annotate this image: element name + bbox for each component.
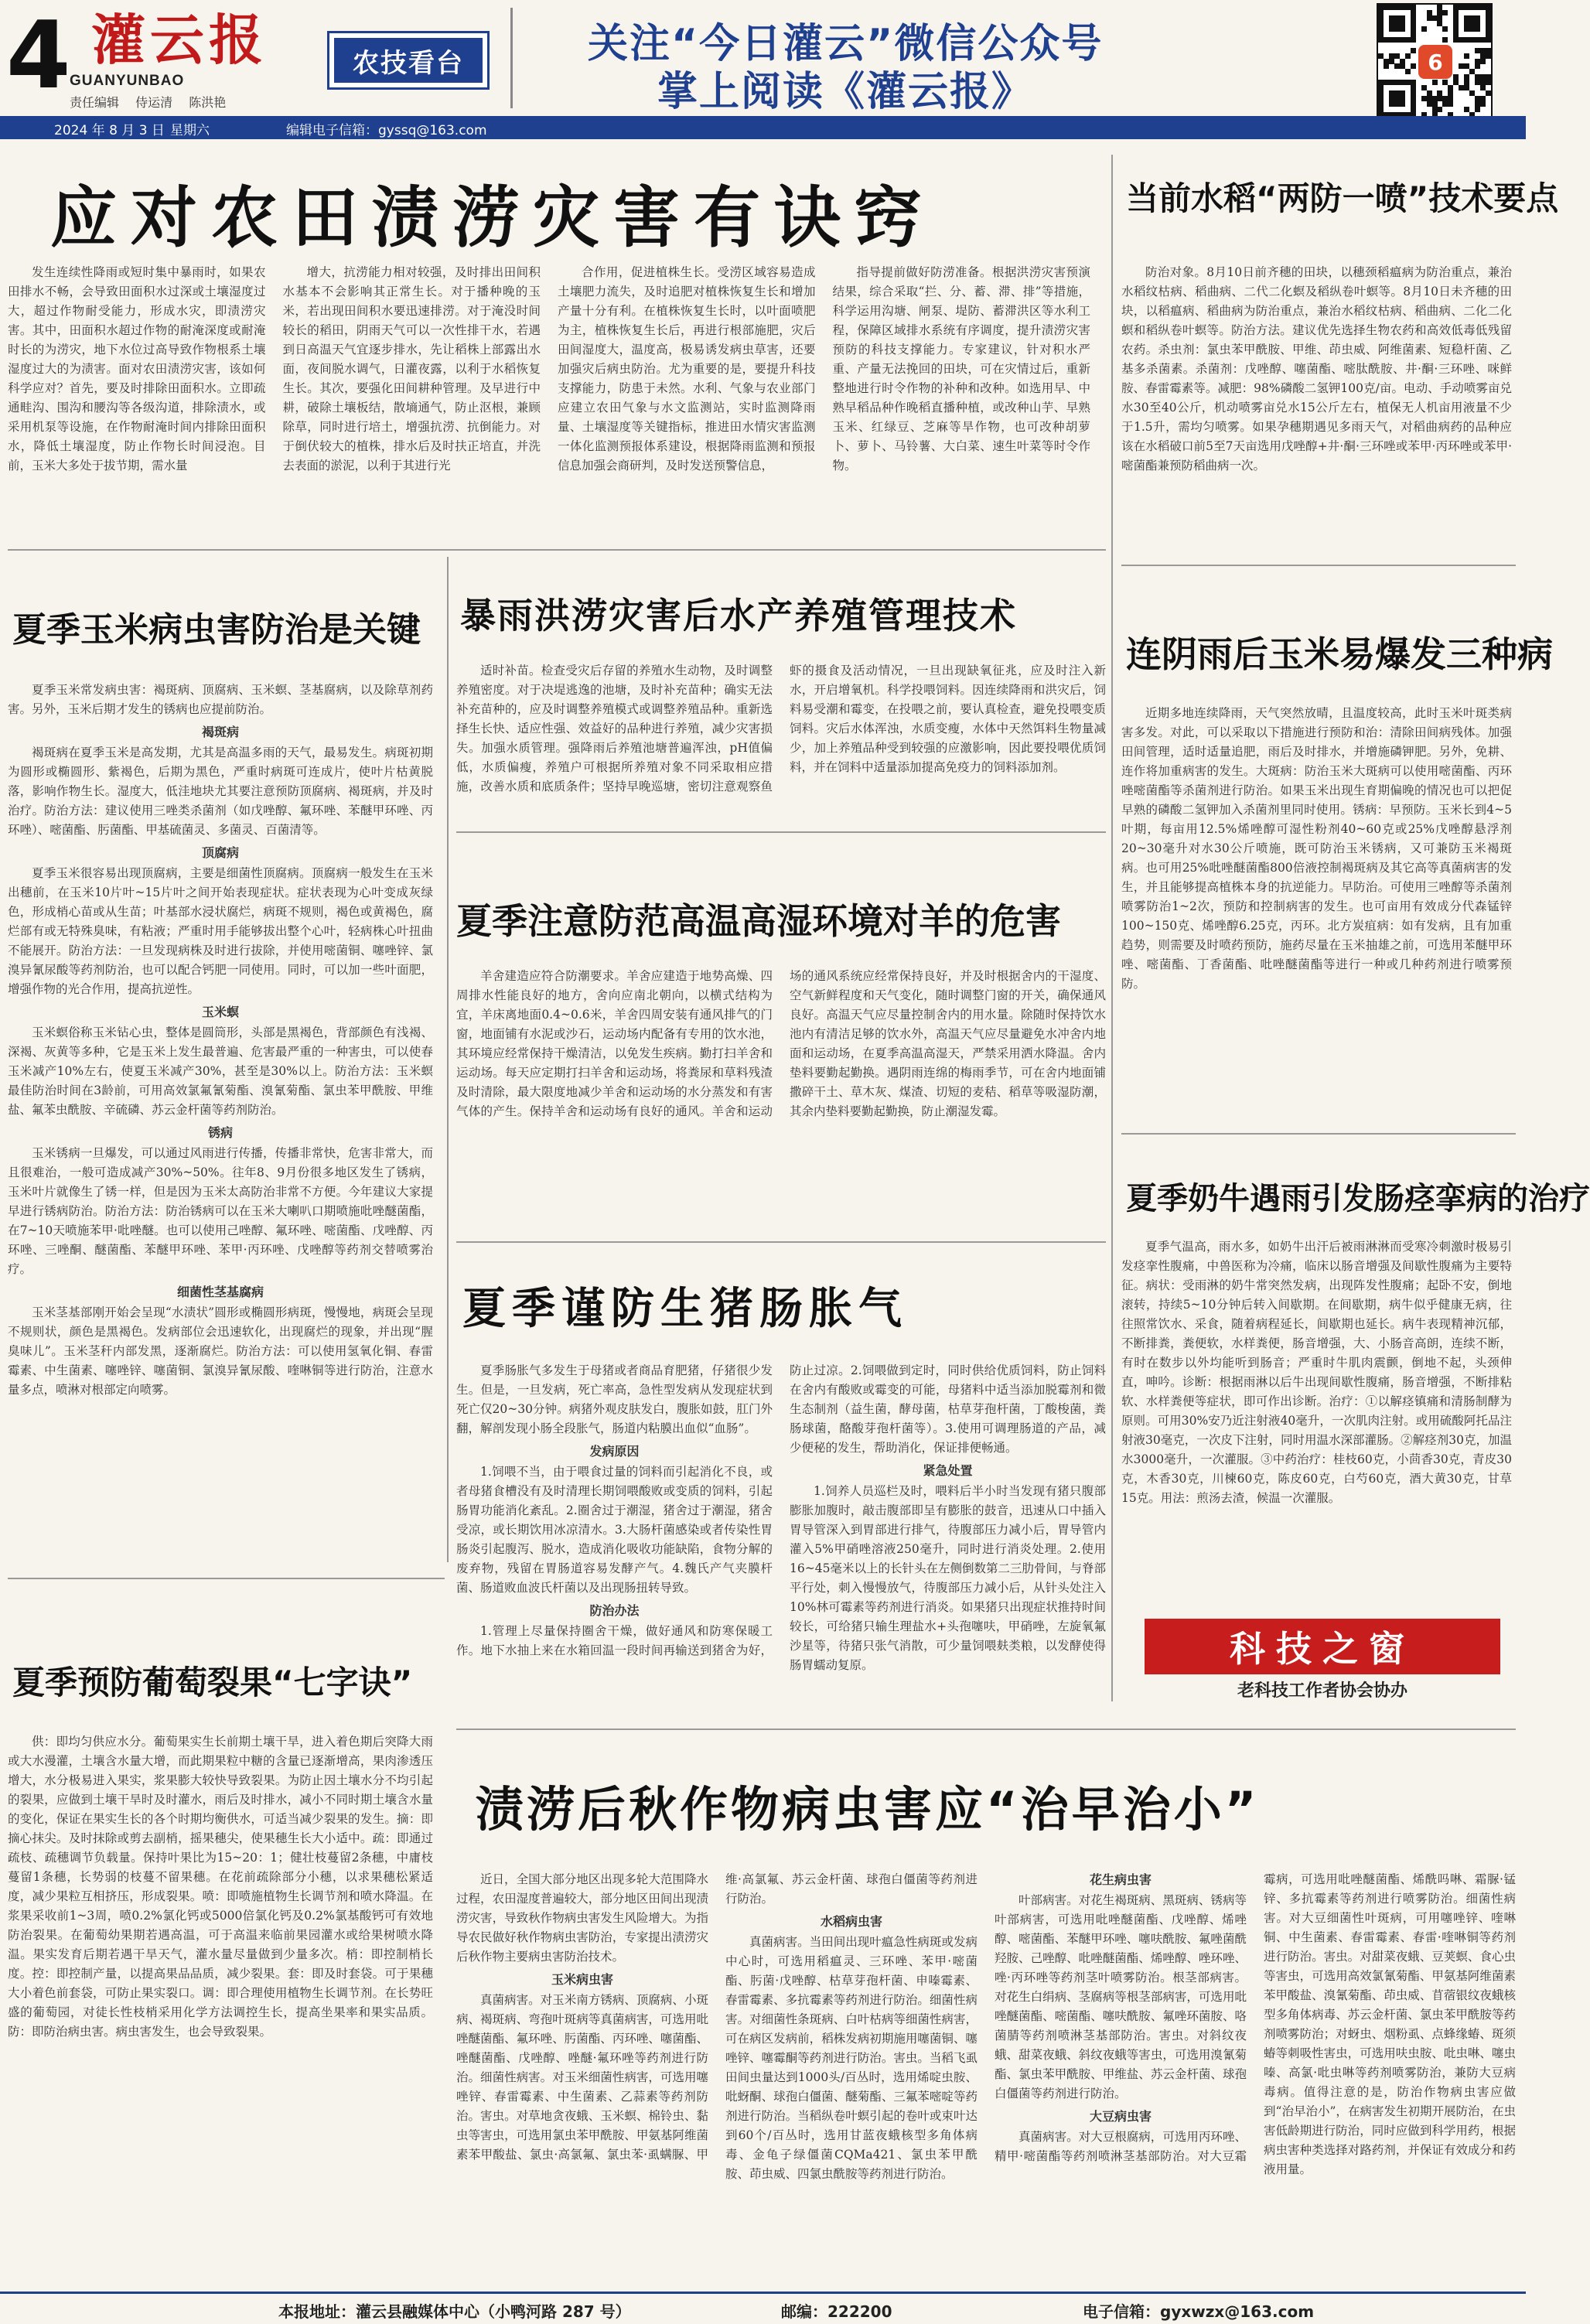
article-paragraph: 增大，抗涝能力相对较强，及时排出田间积水基本不会影响其正常生长。对于播种晚的玉米，若出现田间积水要迅速排涝。对于淹没时间较长的稻田，阴雨天气可以一次性排干水，若遇到日高温天气宜逐步排水，先让稻株上部露出水面，夜间脱水调气，日灌夜露，以利于水稻恢复生长。其次，要强化田间耕种管理。及早进行中耕，破除土壤板结，散墒通气，防止沤根，兼顾除草，同时进行培土，增强抗涝、抗倒能力。对于倒伏较大的植株，排水后及时扶正培直，并洗去表面的淤泥，以利于其进行光 xyxy=(282,265,541,473)
qr-module xyxy=(1459,37,1464,43)
subheading: 顶腐病 xyxy=(201,845,239,860)
qr-module xyxy=(1378,37,1384,43)
qr-module xyxy=(1405,5,1411,10)
qr-module xyxy=(1464,37,1469,43)
footer xyxy=(0,2292,1526,2324)
qr-module xyxy=(1400,21,1405,26)
subheading: 发病原因 xyxy=(589,1444,640,1459)
qr-module xyxy=(1475,5,1480,10)
qr-module xyxy=(1394,21,1400,26)
qr-module xyxy=(1394,101,1400,107)
section-divider xyxy=(456,831,1106,833)
qr-module xyxy=(1469,90,1475,96)
qr-module xyxy=(1459,5,1464,10)
qr-module xyxy=(1469,37,1475,43)
article-autumn-crops xyxy=(456,1732,1516,2285)
qr-module xyxy=(1389,21,1394,26)
qr-module xyxy=(1486,5,1491,10)
qr-module xyxy=(1432,101,1438,107)
qr-module xyxy=(1400,96,1405,101)
section-divider xyxy=(1121,1133,1516,1135)
article-body xyxy=(456,1870,1516,2280)
qr-module xyxy=(1453,37,1459,43)
article-headline: 当前水稻“两防一喷”技术要点 xyxy=(1126,179,1559,217)
qr-module xyxy=(1411,85,1416,90)
article-body xyxy=(456,967,1106,1222)
qr-module xyxy=(1378,101,1384,107)
article-paragraph: 玉米锈病一旦爆发，可以通过风雨进行传播，传播非常快，危害非常大，而且很难治，一般可造成减产30%~50%。往年8、9月份很多地区发生了锈病，玉米叶片就像生了锈一样，但是因为玉米太高防治非常不方便。今年建议大家提早进行锈病防治。防治方法：防治锈病可以在玉米大喇叭口期喷施吡唑醚菌酯，在7~10天喷施苯甲·吡唑醚。也可以使用己唑醇、氟环唑、嘧菌酯、戊唑醇、丙环唑、三唑酮、醚菌酯、苯醚甲环唑、苯甲·丙环唑、戊唑醇等药剂交替喷雾治疗。 xyxy=(8,1146,433,1276)
issue-date: 2024 年 8 月 3 日 xyxy=(54,123,165,138)
article-paragraph: 真菌病害。对大豆根腐病，可选用丙环唑、精甲·嘧菌酯等药剂喷淋茎基部防治。对大豆霜霉病，可选用吡唑醚菌酯、烯酰吗啉、霜脲·锰锌、多抗霉素等药剂进行喷雾防治。细菌性病害。对大豆细菌性叶斑病，可用噻唑锌、喹啉铜、中生菌素、春雷霉素、春雷·喹啉铜等药剂进行防治。害虫。对甜菜夜蛾、豆荚螟、食心虫等害虫，可选用高效氯氰菊酯、甲氨基阿维菌素苯甲酸盐、溴氰菊酯、茚虫威、苜蓿银纹夜蛾核型多角体病毒、苏云金杆菌、氯虫苯甲酰胺等药剂喷雾防治；对蚜虫、烟粉虱、点蜂缘蝽、斑须蝽等刺吸性害虫，可选用呋虫胺、吡虫啉、噻虫嗪、高氯·吡虫啉等药剂喷雾防治，兼防大豆病毒病。值得注意的是，防治作物病虫害应做到“治早治小”，在病害发生初期开展防治，在虫害低龄期进行防治，同时应做到科学用药，根据病虫害种类选择对路药剂，并保证有效成分和药液用量。 xyxy=(995,1872,1516,2176)
qr-module xyxy=(1469,26,1475,32)
article-paragraph: 夏季气温高，雨水多，如奶牛出汗后被雨淋淋而受寒冷刺激时极易引发痉挛性腹痛，中兽医称为冷痛，临床以肠音增强及间歇性腹痛为主要特征。病状：受雨淋的奶牛常突然发病，出现阵发性腹痛；起卧不安，倒地滚转，持续5~10分钟后转入间歇期。在间歇期，病牛似乎健康无病，往往照常饮水、采食，随着病程延长，间歇期也延长。病牛表现精神沉郁，不断排粪，粪便软，水样粪便，肠音增强，大、小肠音高朗，连续不断，有时在数步以外均能听到肠音；严重时牛肌肉震颤，倒地不起，头颈伸直，呻吟。诊断：根据雨淋以后牛出现间歇性腹痛，肠音增强，不断排粘软、水样粪便等症状，即可作出诊断。治疗：①以解痉镇痛和清肠制酵为原则。可用30%安乃近注射液40毫升，一次肌肉注射。或用硫酸阿托品注射液30毫克，一次皮下注射，同时用温水深部灌肠。②解痉剂30克，加温水3000毫升，一次灌服。③中药治疗：桂枝60克，小茴香30克，青皮30克，木香30克，川楝60克，陈皮60克，白芍60克，酒大黄30克，甘草15克。用法：煎汤去渣，候温一次灌服。 xyxy=(1121,1240,1512,1505)
qr-module xyxy=(1464,85,1469,90)
qr-module xyxy=(1384,5,1389,10)
qr-module xyxy=(1442,10,1448,15)
qr-module xyxy=(1453,32,1459,37)
subheading: 玉米螟 xyxy=(201,1005,239,1019)
qr-module xyxy=(1378,107,1384,112)
qr-module xyxy=(1411,90,1416,96)
banner-box xyxy=(1145,1619,1500,1674)
subheading: 褐斑病 xyxy=(201,725,239,739)
qr-module xyxy=(1432,80,1438,85)
qr-module xyxy=(1411,37,1416,43)
qr-module xyxy=(1400,101,1405,107)
qr-module xyxy=(1405,80,1411,85)
qr-module xyxy=(1389,90,1394,96)
qr-module xyxy=(1464,107,1469,112)
section-name: 农技看台 xyxy=(334,38,483,83)
editor-credits xyxy=(70,93,238,111)
qr-module xyxy=(1389,101,1394,107)
qr-module xyxy=(1442,96,1448,101)
qr-module xyxy=(1400,26,1405,32)
footer-address: 本报地址：灌云县融媒体中心（小鸭河路 287 号） xyxy=(278,2302,631,2321)
issue-weekday: 星期六 xyxy=(170,123,210,138)
paper-pinyin: GUANYUNBAO xyxy=(70,73,185,89)
qr-module xyxy=(1480,5,1486,10)
qr-module xyxy=(1480,101,1486,107)
article-body xyxy=(456,1361,1106,1717)
article-paragraph: 夏季肠胀气多发生于母猪或者商品育肥猪，仔猪很少发生。但是，一旦发病，死亡率高，急性型发病从发现症状到死亡仅20~30分钟。病猪外观皮肤发白，腹胀如鼓，肛门外翻，解剖发现小肠全段胀气，肠道内粘膜出血似“血肠”。 xyxy=(456,1363,773,1435)
qr-module xyxy=(1384,59,1389,64)
article-headline: 暴雨洪涝灾害后水产养殖管理技术 xyxy=(460,595,1017,636)
article-paragraph: 叶部病害。对花生褐斑病、黑斑病、锈病等叶部病害，可选用吡唑醚菌酯、戊唑醇、烯唑醇、嘧菌酯、苯醚甲环唑、噻呋酰胺、氟唑菌酰羟胺、己唑醇、吡唑醚菌酯、烯唑醇、唑环唑、唑·丙环唑等药剂茎叶喷雾防治。根茎部病害。对花生白绢病、茎腐病等根茎部病害，可选用吡唑醚菌酯、嘧菌酯、噻呋酰胺、氟唑环菌胺、咯菌腈等药剂喷淋茎基部防治。害虫。对斜纹夜蛾、甜菜夜蛾、斜纹夜蛾等害虫，可选用溴氰菊酯、氯虫苯甲酰胺、甲维盐、苏云金杆菌、球孢白僵菌等药剂进行防治。 xyxy=(995,1893,1247,2100)
qr-module xyxy=(1427,101,1432,107)
qr-module xyxy=(1378,96,1384,101)
qr-module xyxy=(1486,80,1491,85)
article-body xyxy=(8,681,433,1547)
banner-tagline: 老科技工作者协会协办 xyxy=(1237,1681,1407,1701)
qr-module xyxy=(1486,10,1491,15)
qr-module xyxy=(1459,85,1464,90)
qr-module xyxy=(1411,63,1416,69)
article-headline: 夏季预防葡萄裂果“七字诀” xyxy=(12,1664,413,1701)
qr-module xyxy=(1480,37,1486,43)
qr-module xyxy=(1394,90,1400,96)
article-headline: 应对农田渍涝灾害有诀窍 xyxy=(50,179,935,257)
section-divider xyxy=(8,549,1106,551)
qr-module xyxy=(1394,37,1400,43)
subheading: 锈病 xyxy=(207,1125,233,1140)
qr-module xyxy=(1464,80,1469,85)
qr-module xyxy=(1486,26,1491,32)
subheading: 水稻病虫害 xyxy=(820,1914,882,1929)
article-paragraph: 褐斑病在夏季玉米是高发期，尤其是高温多雨的天气，最易发生。病斑初期为圆形或椭圆形、紫褐色，后期为黑色，严重时病斑可连成片，使叶片枯黄脱落，影响作物生长。湿度大，低洼地块尤其要注意预防顶腐病、褐斑病，并及时治疗。防治方法：建议使用三唑类杀菌剂（如戊唑醇、氟环唑、苯醚甲环唑、丙环唑）、嘧菌酯、肟菌酯、甲基硫菌灵、多菌灵、百菌清等。 xyxy=(8,746,433,837)
qr-module xyxy=(1453,5,1459,10)
qr-module xyxy=(1389,37,1394,43)
qr-module xyxy=(1486,90,1491,96)
qr-module xyxy=(1378,90,1384,96)
qr-module xyxy=(1480,85,1486,90)
qr-module xyxy=(1394,53,1400,59)
article-body xyxy=(1121,704,1512,1121)
date-bar xyxy=(0,116,1526,139)
qr-module xyxy=(1400,90,1405,96)
qr-logo: 6 xyxy=(1418,45,1452,79)
qr-module xyxy=(1442,26,1448,32)
qr-module xyxy=(1384,63,1389,69)
qr-module xyxy=(1411,32,1416,37)
qr-module xyxy=(1411,96,1416,101)
qr-module xyxy=(1486,15,1491,21)
qr-module xyxy=(1469,69,1475,74)
qr-module xyxy=(1405,53,1411,59)
section-divider xyxy=(1121,565,1516,566)
article-sheep xyxy=(456,835,1106,1237)
qr-module xyxy=(1469,21,1475,26)
qr-module xyxy=(1437,15,1442,21)
article-paragraph: 羊舍建造应符合防潮要求。羊舍应建造于地势高燥、四周排水性能良好的地方，舍向应南北朝向，以横式结构为宜，羊床离地面0.4~0.6米，羊舍四周安装有通风排气的门窗，地面铺有水泥或沙石，运动场内配备有专用的饮水池，其环境应经常保持干燥清洁，以免发生疾病。勤打扫羊舍和运动场。每天应定期打扫羊舍和运动场，将粪尿和草料残渣及时清除，最大限度地减少羊舍和运动场的水分蒸发和有害气体的产生。保持羊舍和运动场有良好的通风。羊舍和运动场的通风系统应经常保持良好，并及时根据舍内的干湿度、空气新鲜程度和天气变化，随时调整门窗的开关，确保通风良好。高温天气应尽量控制舍内的用水量。除随时保持饮水池内有清洁足够的饮水外，高温天气应尽量避免水冲舍内地面和运动场，在夏季高温高湿天，严禁采用洒水降温。舍内垫料要勤起勤换。遇阴雨连绵的梅雨季节，可在舍内地面铺撒碎干土、草木灰、煤渣、切短的麦秸、稻草等吸湿防潮，其余内垫料要勤起勤换，防止潮湿发霉。 xyxy=(456,969,1106,1118)
paper-name: 灌云报 xyxy=(91,8,268,72)
qr-module xyxy=(1400,15,1405,21)
qr-module xyxy=(1486,48,1491,53)
qr-module xyxy=(1405,37,1411,43)
column-divider xyxy=(447,557,449,1562)
subheading: 紧急处置 xyxy=(923,1463,973,1478)
qr-module xyxy=(1475,15,1480,21)
qr-module xyxy=(1448,96,1453,101)
qr-module xyxy=(1378,5,1384,10)
article-headline: 夏季玉米病虫害防治是关键 xyxy=(12,610,421,650)
qr-module xyxy=(1400,63,1405,69)
editor-name: 侍运清 xyxy=(135,95,173,110)
footer-email: 电子信箱：gyxwzx@163.com xyxy=(1083,2302,1315,2321)
qr-module xyxy=(1432,15,1438,21)
qr-module xyxy=(1480,80,1486,85)
qr-module xyxy=(1475,80,1480,85)
qr-module xyxy=(1480,53,1486,59)
page-number: 4 xyxy=(6,2,71,110)
qr-module xyxy=(1480,59,1486,64)
article-body xyxy=(1121,1237,1512,1601)
qr-module xyxy=(1442,37,1448,43)
qr-module xyxy=(1421,85,1427,90)
article-paragraph: 近日，全国大部分地区出现多轮大范围降水过程，农田湿度普遍较大，部分地区田间出现渍涝灾害，导致秋作物病虫害发生风险增大。为指导农民做好秋作物病虫害防治，专家提出渍涝灾后秋作物主要病虫害防治技术。 xyxy=(456,1872,708,1964)
qr-module xyxy=(1475,37,1480,43)
qr-module xyxy=(1437,96,1442,101)
qr-module xyxy=(1437,10,1442,15)
article-headline: 夏季注意防范高温高湿环境对羊的危害 xyxy=(456,900,1061,942)
qr-module xyxy=(1411,21,1416,26)
qr-module xyxy=(1400,37,1405,43)
qr-module xyxy=(1378,15,1384,21)
editor-email: 编辑电子信箱：gyssq@163.com xyxy=(286,123,487,138)
qr-module xyxy=(1453,15,1459,21)
section-divider xyxy=(456,1728,1516,1730)
qr-module xyxy=(1394,96,1400,101)
qr-module xyxy=(1475,101,1480,107)
article-body xyxy=(8,1732,433,2278)
qr-module xyxy=(1427,96,1432,101)
article-headline: 渍涝后秋作物病虫害应“治早治小” xyxy=(476,1781,1260,1838)
article-headline: 夏季谨防生猪肠胀气 xyxy=(462,1284,908,1334)
qr-module xyxy=(1389,15,1394,21)
qr-module xyxy=(1437,107,1442,112)
qr-module xyxy=(1459,63,1464,69)
article-body xyxy=(1121,263,1512,549)
qr-module xyxy=(1442,80,1448,85)
article-paragraph: 1.管理上尽量保持圈舍干燥，做好通风和防寒保暖工作。地下水抽上来在水箱回温一段时间再输送到猪舍为好，防止过凉。2.饲喂做到定时，同时供给优质饲料，防止饲料在舍内有酸败或霉变的可能，母猪料中适当添加脱霉剂和微生态制剂（益生菌，酵母菌，枯草芽孢杆菌，丁酸梭菌，粪肠球菌，酪酸芽孢杆菌等）。3.使用可调理肠道的产品，减少便秘的发生，帮助消化，保证排便畅通。 xyxy=(456,1363,1106,1657)
article-corn-rain xyxy=(1121,572,1553,1129)
subheading: 细菌性茎基腐病 xyxy=(176,1285,264,1299)
qr-module xyxy=(1475,26,1480,32)
qr-module xyxy=(1378,26,1384,32)
qr-module xyxy=(1453,74,1459,80)
article-aquaculture xyxy=(456,565,1106,828)
qr-module xyxy=(1464,53,1469,59)
qr-module xyxy=(1464,21,1469,26)
qr-module xyxy=(1448,101,1453,107)
science-window-banner xyxy=(1145,1619,1500,1708)
section-divider xyxy=(8,1578,445,1579)
proofreader-name: 陈洪艳 xyxy=(189,95,227,110)
qr-module xyxy=(1389,80,1394,85)
qr-module xyxy=(1475,63,1480,69)
qr-module xyxy=(1394,26,1400,32)
subheading: 大豆病虫害 xyxy=(1089,2109,1152,2124)
qr-module xyxy=(1464,74,1469,80)
qr-module xyxy=(1475,48,1480,53)
qr-code-icon[interactable] xyxy=(1377,3,1493,119)
qr-module xyxy=(1400,5,1405,10)
subheading: 玉米病虫害 xyxy=(551,1972,613,1987)
qr-module xyxy=(1427,15,1432,21)
qr-module xyxy=(1411,107,1416,112)
article-paragraph: 供：即均匀供应水分。葡萄果实生长前期土壤干旱，进入着色期后突降大雨或大水漫灌，土壤含水量大增，而此期果粒中糖的含量已逐渐增高，果肉渗透压增大，水分极易进入果实，浆果膨大较快导致裂果。为防止因土壤水分不均引起的裂果，应做到土壤干旱时及时灌水，雨后及时排水，减小不同时期土壤含水量的变化，保证在果实生长的各个时期均衡供水，可适当减少裂果的发生。摘：即摘心抹尖。及时抹除或剪去副梢，摇果穗尖，使果穗生长大小适中。疏：即通过疏枝、疏穗调节负载量。保持叶果比为15~20：1；健壮枝蔓留2条穗，中庸枝蔓留1条穗，长势弱的枝蔓不留果穗。在花前疏除部分小穗，以求果穗松紧适度，减少果粒互相挤压，形成裂果。喷：即喷施植物生长调节剂和喷水降温。在浆果采收前1~3周，喷0.2%氯化钙或5000倍氯化钙及0.2%氯基酸钙可有效地防治裂果。在葡萄幼果期若遇高温，可于高温来临前果园灌水或给果树喷水降温。果实发育后期若遇干旱天气，灌水量尽量做到少量多次。梢：即控制梢长度。控：即控制产量，以提高果品品质，减少裂果。套：即及时套袋。可于果穗大小着色前套袋，可防止果实裂口。调：即合理使用植物生长调节剂。在长势旺盛的葡萄园，对徒长性枝梢采用化学方法调控生长，提高坐果率和果实品质。防：即防治病虫害。病虫害发生，也会导致裂果。 xyxy=(8,1735,433,2039)
qr-module xyxy=(1411,101,1416,107)
qr-module xyxy=(1437,5,1442,10)
article-paragraph: 指导提前做好防涝准备。根据洪涝灾害预演结果，综合采取“拦、分、蓄、滞、排”等措施，科学运用沟塘、闸泵、堤防、蓄滞洪区等水利工程，保障区域排水系统有序调度，提升渍涝灾害预防的科技支撑能力。专家建议，针对积水严重、产量无法挽回的田块，可在灾情过后，重新整地进行时令作物的补种和改种。如选用早、中熟早稻品种作晚稻直播种植，或改种山芋、早熟玉米、红绿豆、芝麻等旱作物，也可改种胡萝卜、萝卜、马铃薯、大白菜、速生叶菜等时令作物。 xyxy=(832,265,1090,473)
qr-module xyxy=(1378,32,1384,37)
qr-module xyxy=(1453,10,1459,15)
masthead xyxy=(0,0,1526,151)
article-paragraph: 1.饲养人员巡栏及时，喂料后半小时当发现有猪只腹部膨胀加腹时，敲击腹部即呈有膨胀的鼓音，迅速从口中插入胃导管深入到胃部进行排气，待腹部压力减小后，胃导管内灌入5%甲硝唑溶液250毫升，同时进行消炎处理。2.使用16~45毫米以上的长针头在左侧倒数第二三肋骨间，与脊部平行处，刺入慢慢放气，待腹部压力减小后，从针头处注入10%林可霉素等药剂进行消炎。如果猪只出现症状推持时间较长，可给猪只输生理盐水+头孢噻呋，甲硝唑，左旋氧氟沙星等，待猪只张气消散，可少量饲喂麸类粮，以发酵使得肠胃蠕动复原。 xyxy=(790,1484,1106,1672)
banner-title: 科技之窗 xyxy=(1230,1628,1415,1670)
qr-module xyxy=(1394,15,1400,21)
article-headline: 连阴雨后玉米易爆发三种病 xyxy=(1126,633,1553,675)
article-paragraph: 真菌病害。当田间出现叶瘟急性病斑或发病中心时，可选用稻瘟灵、三环唑、苯甲·嘧菌酯、肟菌·戊唑醇、枯草芽孢杆菌、申嗪霉素、春雷霉素、多抗霉素等药剂进行防治。细菌性病害。对细菌性条斑病、白叶枯病等细菌性病害，可在病区发病前，稻株发病初期施用噻菌铜、噻唑锌、噻霉酮等药剂进行防治。害虫。当稻飞虱田间虫量达到1000头/百丛时，选用烯啶虫胺、吡蚜酮、球孢白僵菌、醚菊酯、三氟苯嘧啶等药剂进行防治。当稻纵卷叶螟引起的卷叶或束叶达到60个/百丛时，选用甘蓝夜蛾核型多角体病毒、金龟子绿僵菌CQMa421、氯虫苯甲酰胺、茚虫威、四氯虫酰胺等药剂进行防治。 xyxy=(725,1935,978,2181)
qr-module xyxy=(1411,26,1416,32)
qr-module xyxy=(1389,26,1394,32)
article-main xyxy=(8,155,1106,541)
article-headline: 夏季奶牛遇雨引发肠痉挛病的治疗 xyxy=(1126,1181,1590,1217)
qr-module xyxy=(1486,37,1491,43)
qr-module xyxy=(1486,53,1491,59)
qr-module xyxy=(1464,5,1469,10)
article-paragraph: 防治对象。8月10日前齐穗的田块，以穗颈稻瘟病为防治重点，兼治水稻纹枯病、稻曲病、二代二化螟及稻纵卷叶螟等。8月10日未齐穗的田块，以稻瘟病、稻曲病为防治重点，兼治水稻纹枯病、稻曲病、二化二化螟和稻纵卷叶螟等。防治方法。建议优先选择生物农药和高效低毒低残留农药。杀虫剂：氯虫苯甲酰胺、甲维、茚虫威、阿维菌素、短稳杆菌、乙基多杀菌素。杀菌剂：戊唑醇、噻菌酯、嘧肽酰胺、井·酮·三环唑、咪鲜胺、春雷霉素等。减肥：98%磷酸二氢钾100克/亩。电动、手动喷雾亩兑水30至40公斤，机动喷雾亩兑水15公斤左右，植保无人机亩用液量不少于1.5升，需均匀喷雾。如果孕穗期遇见多雨天气，对稻曲病药的品种应该在水稻破口前5至7天亩选用戊唑醇+井·酮·三环唑或苯甲·丙环唑或苯甲·嘧菌酯兼预防稻曲病一次。 xyxy=(1121,265,1512,473)
qr-module xyxy=(1464,63,1469,69)
qr-module xyxy=(1400,59,1405,64)
article-paragraph: 玉米螟俗称玉米钻心虫，整体是圆筒形，头部是黑褐色，背部颜色有浅褐、深褐、灰黄等多种，它是玉米上发生最普遍、危害最严重的一种害虫，可以使春玉米减产10%左右，使夏玉米减产30%，甚至是30%以上。防治方法：玉米螟最佳防治时间在3龄前，可用高效氯氟氰菊酯、溴氰菊酯、氯虫苯甲酰胺、甲维盐、氟苯虫酰胺、辛硫磷、苏云金杆菌等药剂防治。 xyxy=(8,1025,433,1117)
qr-module xyxy=(1394,80,1400,85)
qr-module xyxy=(1378,10,1384,15)
qr-module xyxy=(1475,59,1480,64)
article-paragraph: 夏季玉米常发病虫害：褐斑病、顶腐病、玉米螟、茎基腐病，以及除草剂药害。另外，玉米后期才发生的锈病也应提前防治。 xyxy=(8,683,433,716)
article-pig xyxy=(456,1245,1106,1725)
qr-module xyxy=(1453,21,1459,26)
promo-line-1: 关注“今日灌云”微信公众号 xyxy=(588,21,1104,67)
qr-module xyxy=(1427,10,1432,15)
article-paragraph: 近期多地连续降雨，天气突然放晴，且温度较高，此时玉米叶斑类病害多发。对此，可以采取以下措施进行预防和治：清除田间病残体。加强田间管理，适时适量追肥，雨后及时排水，并增施磷钾肥。另外，免耕、连作将加重病害的发生。大斑病：防治玉米大斑病可以使用嘧菌酯、丙环唑嘧菌酯等杀菌剂进行防治。如果玉米出现生育期偏晚的情况也可以把促早熟的磷酸二氢钾加入杀菌剂里同时使用。锈病：早预防。玉米长到4~5叶期，每亩用12.5%烯唑醇可湿性粉剂40~60克或25%戊唑醇悬浮剂20~30毫升对水30公斤喷施，既可防治玉米锈病，又可兼防玉米褐斑病。也可用25%吡唑醚菌酯800倍液控制褐斑病及其它高等真菌病害的发生，并且能够提高植株本身的抗逆能力。早防治。可使用三唑醇等杀菌剂喷雾防治1~2次，预防和控制病害的发生。也可亩用有效成分代森锰锌100~150克、烯唑醇6.25克，丙环。北方炭疽病：如有发病，且有加重趋势，则需要及时喷药预防，施药尽量在玉米抽雄之前，可选用苯醚甲环唑、嘧菌酯、丁香菌酯、吡唑醚菌酯等进行一种或几种药剂进行喷雾预防。 xyxy=(1121,706,1512,991)
qr-module xyxy=(1411,48,1416,53)
article-paragraph: 合作用，促进植株生长。受涝区域容易造成土壤肥力流失，及时追肥对植株恢复生长和增加产量十分有利。在植株恢复生长时，以叶面喷肥为主，植株恢复生长后，再进行根部施肥，灾后田间湿度大，温度高，极易诱发病虫草害，还要加强灾后病虫防治。尤为重要的是，要提升科技支撑能力，防患于未然。水利、气象与农业部门应建立农田气象与水文监测站，实时监测降雨量、土壤湿度等关键指标，推进田水情灾害监测一体化监测预报体系建设，根据降雨监测和预报信息加强会商研判，及时发送预警信息， xyxy=(558,265,816,473)
article-paragraph: 玉米茎基部刚开始会呈现“水渍状”圆形或椭圆形病斑，慢慢地，病斑会呈现不规则状，颜色是黑褐色。发病部位会迅速软化，出现腐烂的现象，并出现“腥臭味儿”。玉米茎秆内部发黑，逐渐腐烂。防治方法：可以使用氢氧化铜、春雷霉素、中生菌素、噻唑锌、噻菌铜、氯溴异氰尿酸、喹啉铜等进行防治，注意水量多点，喷淋对根部定向喷雾。 xyxy=(8,1305,433,1397)
editor-label: 责任编辑 xyxy=(70,95,120,110)
qr-module xyxy=(1480,48,1486,53)
article-paragraph: 夏季玉米很容易出现顶腐病，主要是细菌性顶腐病。顶腐病一般发生在玉米出穗前，在玉米10片叶~15片叶之间开始表现症状。症状表现为心叶变成灰绿色，形成梢心苗或从生苗；叶基部水浸状腐烂，病斑不规则，褐色或黄褐色，腐烂部有或无特殊臭味，有粘液；严重时用手能够拔出整个心叶，轻病株心叶扭曲不能展开。防治方法：一旦发现病株及时进行拔除，并使用嘧菌铜、噻唑锌、氯溴异氰尿酸等药剂防治，也可以配合钙肥一同使用。同时，可以加一些叶面肥，增强作物的光合作用，提高抗逆性。 xyxy=(8,866,433,996)
qr-module xyxy=(1475,96,1480,101)
section-divider xyxy=(456,1241,1106,1243)
qr-module xyxy=(1394,63,1400,69)
subheading: 防治办法 xyxy=(589,1603,640,1618)
article-body xyxy=(456,661,1106,816)
qr-module xyxy=(1453,26,1459,32)
article-paragraph: 适时补苗。检查受灾后存留的养殖水生动物，及时调整养殖密度。对于决堤逃逸的池塘，及时补充苗种；确实无法补充苗种的，应及时调整养殖模式或调整养殖品种。重新选择生长快、适应性强、效益好的品种进行养殖，减少灾害损失。加强水质管理。强降雨后养殖池塘普遍浑浊，pH值偏低，水质偏瘦，养殖户可根据所养殖对象不同采取相应措施，改善水质和底质条件；坚持早晚巡塘，密切注意观察鱼虾的摄食及活动情况，一旦出现缺氧征兆，应及时注入新水，开启增氧机。科学投喂饲料。因连续降雨和洪灾后，饲料易受潮和霉变，在投喂之前，要认真检查，避免投喂变质饲料。灾后水体浑浊，水质变瘦，水体中天然饵料生物量减少，加上养殖品种受到较强的应激影响，因此要投喂优质饲料，并在饲料中适量添加提高免疫力的饲料添加剂。 xyxy=(456,664,1106,793)
qr-module xyxy=(1448,85,1453,90)
qr-module xyxy=(1432,107,1438,112)
qr-module xyxy=(1389,53,1394,59)
qr-module xyxy=(1469,5,1475,10)
qr-module xyxy=(1432,96,1438,101)
article-paragraph: 真菌病害。对玉米南方锈病、顶腐病、小斑病、褐斑病、弯孢叶斑病等真菌病害，可选用吡唑醚菌酯、氟环唑、肟菌酯、丙环唑、噻菌酯、唑醚菌酯、戊唑醇、唑醚·氟环唑等药剂进行防治。细菌性病害。对玉米细菌性病害，可选用噻唑锌、春雷霉素、中生菌素、乙蒜素等药剂防治。害虫。对草地贪夜蛾、玉米螟、棉铃虫、黏虫等害虫，可选用氯虫苯甲酰胺、甲氨基阿维菌素苯甲酸盐、氯虫·高氯氟、氯虫苯·虱螨脲、甲维·高氯氟、苏云金杆菌、球孢白僵菌等药剂进行防治。 xyxy=(456,1872,978,2162)
qr-module xyxy=(1480,96,1486,101)
qr-module xyxy=(1437,90,1442,96)
article-paragraph: 1.饲喂不当，由于喂食过量的饲料而引起消化不良，或者母猪食槽没有及时清理长期饲喂酸败或变质的饲料，引起肠胃功能消化紊乱。2.圈舍过于潮湿，猪舍过于潮湿，猪舍受凉，或长期饮用冰凉清水。3.大肠杆菌感染或者传染性胃肠炎引起腹泻、脱水，造成消化吸收功能缺陷，食物分解的废弃物，残留在胃肠道容易发酵产气。4.魏氏产气夹膜杆菌、肠道败血波氏杆菌以及出现肠扭转导致。 xyxy=(456,1465,773,1595)
qr-module xyxy=(1480,74,1486,80)
masthead-divider xyxy=(510,8,513,108)
qr-module xyxy=(1411,80,1416,85)
article-paragraph: 发生连续性降雨或短时集中暴雨时，如果农田排水不畅，会导致田面积水过深或土壤湿度过大，超过作物耐受能力，形成水灾，即渍涝灾害。其中，田面积水超过作物的耐淹深度或耐淹时长的为涝灾，地下水位过高导致作物根系土壤湿度过大的为渍害。面对农田渍涝灾害，该如何科学应对？首先，要及时排除田面积水。立即疏通畦沟、围沟和腰沟等各级沟道，排除渍水，或采用机泵等设施，在作物耐淹时间内排除田面积水，降低土壤湿度，防止作物长时间浸泡。目前，玉米大多处于拔节期，需水量 xyxy=(8,265,266,473)
qr-module xyxy=(1486,32,1491,37)
qr-module xyxy=(1378,53,1384,59)
qr-module xyxy=(1405,69,1411,74)
qr-module xyxy=(1384,37,1389,43)
qr-module xyxy=(1448,90,1453,96)
article-cow xyxy=(1121,1137,1590,1609)
article-corn-pest xyxy=(8,565,441,1570)
qr-module xyxy=(1394,5,1400,10)
qr-module xyxy=(1464,26,1469,32)
article-body xyxy=(8,263,1090,534)
qr-module xyxy=(1437,21,1442,26)
subheading: 花生病虫害 xyxy=(1089,1872,1152,1887)
qr-module xyxy=(1464,15,1469,21)
qr-module xyxy=(1442,101,1448,107)
article-rice xyxy=(1121,155,1559,557)
qr-module xyxy=(1411,10,1416,15)
qr-module xyxy=(1411,15,1416,21)
section-badge xyxy=(327,31,490,90)
qr-module xyxy=(1400,80,1405,85)
qr-module xyxy=(1469,15,1475,21)
qr-module xyxy=(1411,5,1416,10)
column-divider xyxy=(1111,155,1113,1701)
qr-module xyxy=(1389,5,1394,10)
qr-module xyxy=(1475,107,1480,112)
promo-line-2: 掌上阅读《灌云报》 xyxy=(657,69,1034,115)
qr-module xyxy=(1486,74,1491,80)
qr-module xyxy=(1475,74,1480,80)
qr-module xyxy=(1427,90,1432,96)
article-grape xyxy=(8,1582,441,2285)
qr-module xyxy=(1421,26,1427,32)
qr-module xyxy=(1389,96,1394,101)
qr-module xyxy=(1475,21,1480,26)
qr-module xyxy=(1389,59,1394,64)
qr-module xyxy=(1378,80,1384,85)
footer-postcode: 邮编：222200 xyxy=(781,2302,892,2321)
qr-module xyxy=(1421,96,1427,101)
qr-module xyxy=(1378,21,1384,26)
qr-module xyxy=(1486,21,1491,26)
qr-module xyxy=(1453,80,1459,85)
qr-module xyxy=(1378,85,1384,90)
qr-module xyxy=(1384,80,1389,85)
